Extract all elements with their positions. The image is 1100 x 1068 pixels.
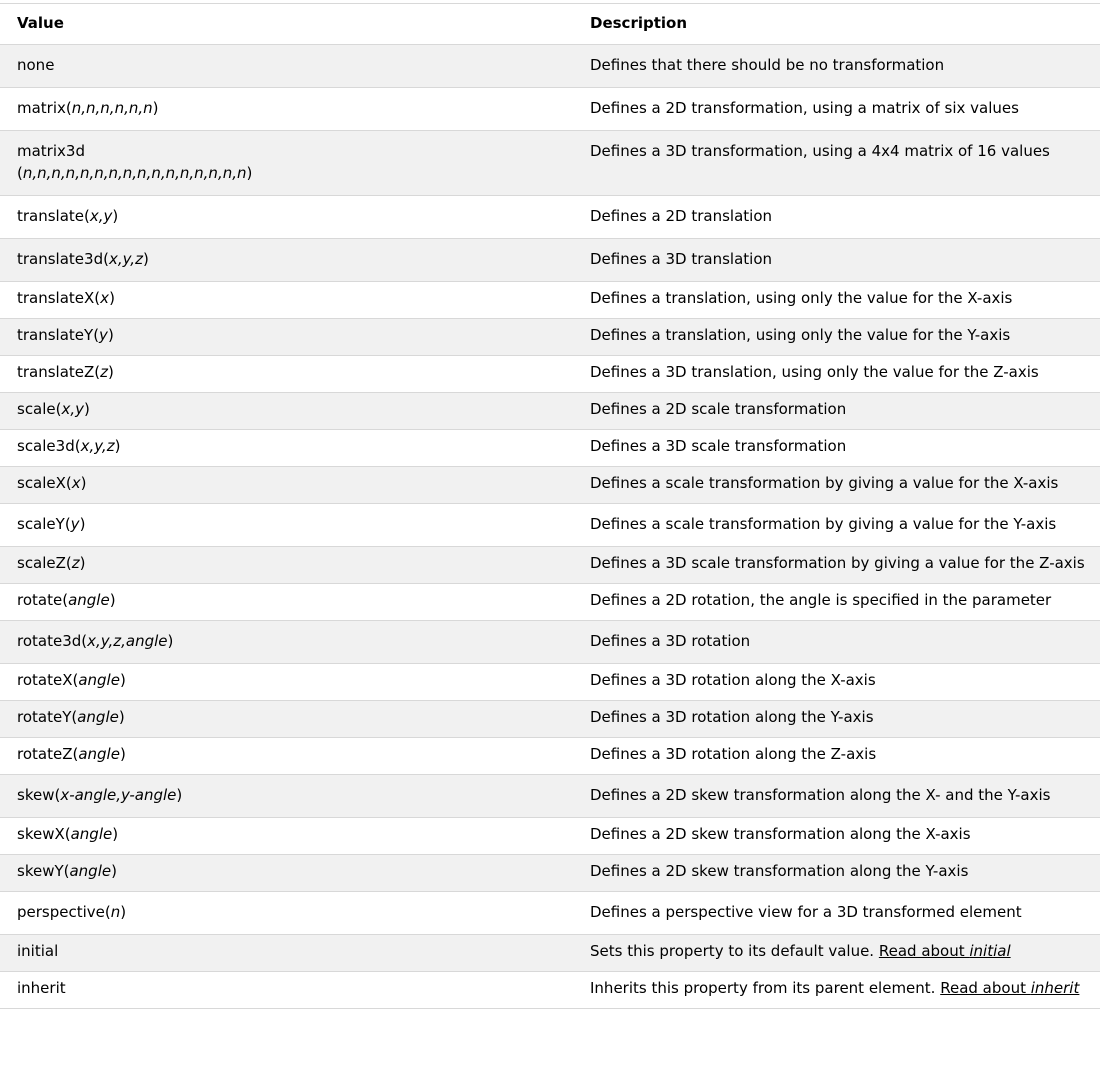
value-cell [0,664,573,701]
value-paren-close: ) [79,554,86,572]
value-params: angle [78,671,120,689]
value-name: scaleZ( [17,554,72,572]
value-cell [0,892,573,935]
description-text: Defines a scale transformation by giving a value for the X-axis [590,474,1059,492]
link-label: Read about [940,979,1031,997]
description-text: Defines a 2D skew transformation along the Y-axis [590,862,969,880]
value-cell [0,621,573,664]
description-cell [573,504,1100,547]
table-row [0,239,1100,282]
description-cell [573,935,1100,972]
value-cell [0,319,573,356]
description-cell [573,855,1100,892]
value-params: z [100,363,109,381]
description-text: Defines a 2D scale transformation [590,400,847,418]
description-cell [573,738,1100,775]
table-row [0,282,1100,319]
description-text: Defines a 3D translation, using only the value for the Z-axis [590,363,1039,381]
description-cell [573,701,1100,738]
table-row [0,356,1100,393]
value-name: scaleY( [17,515,71,533]
description-text: Defines a 3D rotation along the Y-axis [590,708,874,726]
description-cell [573,775,1100,818]
description-text: Defines a 3D transformation, using a 4x4 matrix of 16 values [590,142,1050,160]
value-paren-close: ) [84,400,90,418]
table-row [0,196,1100,239]
value-name: scale3d( [17,437,81,455]
value-name: translate3d( [17,250,109,268]
value-cell [0,356,573,393]
table-row [0,935,1100,972]
value-paren-close: ) [142,250,149,268]
table-row [0,664,1100,701]
value-name: inherit [17,979,66,997]
value-name: rotateY( [17,708,78,726]
value-params: y [99,326,108,344]
link-label: Read about [878,942,970,960]
description-text: Defines that there should be no transformation [590,56,945,74]
value-cell [0,239,573,282]
value-name: rotateZ( [17,745,79,763]
value-cell [0,196,573,239]
description-text: Defines a translation, using only the value for the Y-axis [590,326,1011,344]
description-cell [573,356,1100,393]
table-row [0,467,1100,504]
value-paren-close: ) [120,903,127,921]
table-row [0,504,1100,547]
value-params: angle [77,708,119,726]
value-paren-close: ) [107,326,114,344]
value-paren-close: ) [108,363,114,381]
link-keyword: initial [969,942,1011,960]
value-cell [0,738,573,775]
value-name: skew( [17,786,61,804]
value-paren-close: ) [119,671,126,689]
description-cell [573,892,1100,935]
value-name: scaleX( [17,474,72,492]
value-name: matrix( [17,99,72,117]
value-paren-close: ) [167,632,174,650]
value-cell [0,547,573,584]
value-paren-close: ) [152,99,159,117]
value-paren-close: ) [109,289,115,307]
description-cell [573,393,1100,430]
description-text: Defines a 2D skew transformation along the X- and the Y-axis [590,786,1051,804]
description-cell [573,319,1100,356]
value-paren-close: ) [112,207,119,225]
read-about-initial-link[interactable] [879,942,1011,960]
value-cell [0,393,573,430]
value-paren-close: ) [80,474,87,492]
value-paren-close: ) [119,745,126,763]
description-text: Sets this property to its default value. [590,942,879,960]
value-cell [0,131,573,196]
value-params: y [70,515,80,533]
table-row [0,621,1100,664]
value-paren-open: ( [17,164,23,182]
css-transform-values-table [0,3,1100,1009]
description-cell [573,88,1100,131]
description-cell [573,239,1100,282]
value-paren-close: ) [109,591,116,609]
value-name: perspective( [17,903,111,921]
table-row [0,45,1100,88]
table-row [0,972,1100,1009]
value-name: rotateX( [17,671,79,689]
value-paren-close: ) [246,164,253,182]
value-params: n [110,903,121,921]
value-name: scale( [17,400,62,418]
description-cell [573,45,1100,88]
description-text: Defines a translation, using only the value for the X-axis [590,289,1013,307]
table-row [0,584,1100,621]
value-params: angle [68,591,110,609]
value-params: z [71,554,80,572]
description-text: Defines a 3D scale transformation [590,437,847,455]
value-name: translateY( [17,326,100,344]
value-params: x [100,289,110,307]
table-row [0,319,1100,356]
value-params: x,y,z,angle [87,632,168,650]
table-row [0,88,1100,131]
description-text: Defines a 2D transformation, using a matrix of six values [590,99,1019,117]
value-cell [0,504,573,547]
description-cell [573,282,1100,319]
description-cell [573,972,1100,1009]
read-about-inherit-link[interactable] [940,979,1079,997]
value-name: matrix3d [17,142,85,160]
value-params: x,y [61,400,85,418]
description-text: Defines a 3D scale transformation by giving a value for the Z-axis [590,554,1085,572]
value-cell [0,88,573,131]
header-description: Description [573,4,1100,45]
value-params: x,y,z [80,437,115,455]
description-text: Defines a 2D skew transformation along the X-axis [590,825,971,843]
value-cell [0,818,573,855]
table-row [0,131,1100,196]
description-cell [573,664,1100,701]
value-params: n,n,n,n,n,n,n,n,n,n,n,n,n,n,n,n [22,164,247,182]
table-row [0,892,1100,935]
header-value: Value [0,4,573,45]
value-cell [0,584,573,621]
link-keyword: inherit [1030,979,1080,997]
value-params: angle [70,825,113,843]
value-params: x [71,474,81,492]
description-cell [573,196,1100,239]
description-cell [573,547,1100,584]
description-text: Defines a 3D translation [590,250,773,268]
description-cell [573,430,1100,467]
value-params: x-angle,y-angle [60,786,177,804]
value-cell [0,467,573,504]
table-header-row [0,4,1100,45]
value-cell [0,775,573,818]
value-cell [0,935,573,972]
value-paren-close: ) [112,825,119,843]
value-params: x,y [89,207,113,225]
table-row [0,738,1100,775]
description-text: Defines a 2D rotation, the angle is specified in the parameter [590,591,1052,609]
value-name: translateZ( [17,363,101,381]
description-text: Inherits this property from its parent element. [590,979,941,997]
description-text: Defines a 2D translation [590,207,773,225]
value-name: skewY( [17,862,70,880]
description-cell [573,621,1100,664]
description-text: Defines a 3D rotation along the Z-axis [590,745,877,763]
value-cell [0,972,573,1009]
value-paren-close: ) [79,515,86,533]
value-cell [0,701,573,738]
description-text: Defines a perspective view for a 3D transformed element [590,903,1022,921]
value-name: initial [17,942,59,960]
value-params: x,y,z [108,250,143,268]
table-row [0,775,1100,818]
description-cell [573,584,1100,621]
value-params: angle [78,745,120,763]
description-cell [573,467,1100,504]
value-cell [0,45,573,88]
value-params: n,n,n,n,n,n [71,99,153,117]
table-row [0,818,1100,855]
table-row [0,430,1100,467]
value-cell [0,430,573,467]
description-text: Defines a 3D rotation [590,632,751,650]
value-paren-close: ) [176,786,183,804]
description-text: Defines a scale transformation by giving a value for the Y-axis [590,515,1057,533]
table-row [0,547,1100,584]
value-name: rotate( [17,591,69,609]
table-row [0,855,1100,892]
table-row [0,393,1100,430]
value-paren-close: ) [114,437,121,455]
value-name: translate( [17,207,90,225]
description-text: Defines a 3D rotation along the X-axis [590,671,876,689]
table-row [0,701,1100,738]
value-name: none [17,56,55,74]
description-cell [573,818,1100,855]
value-params-line [17,162,573,184]
value-name: rotate3d( [17,632,88,650]
value-name: skewX( [17,825,71,843]
description-cell [573,131,1100,196]
value-paren-close: ) [111,862,117,880]
value-cell [0,855,573,892]
value-paren-close: ) [118,708,125,726]
value-cell [0,282,573,319]
value-params: angle [69,862,112,880]
value-name: translateX( [17,289,101,307]
